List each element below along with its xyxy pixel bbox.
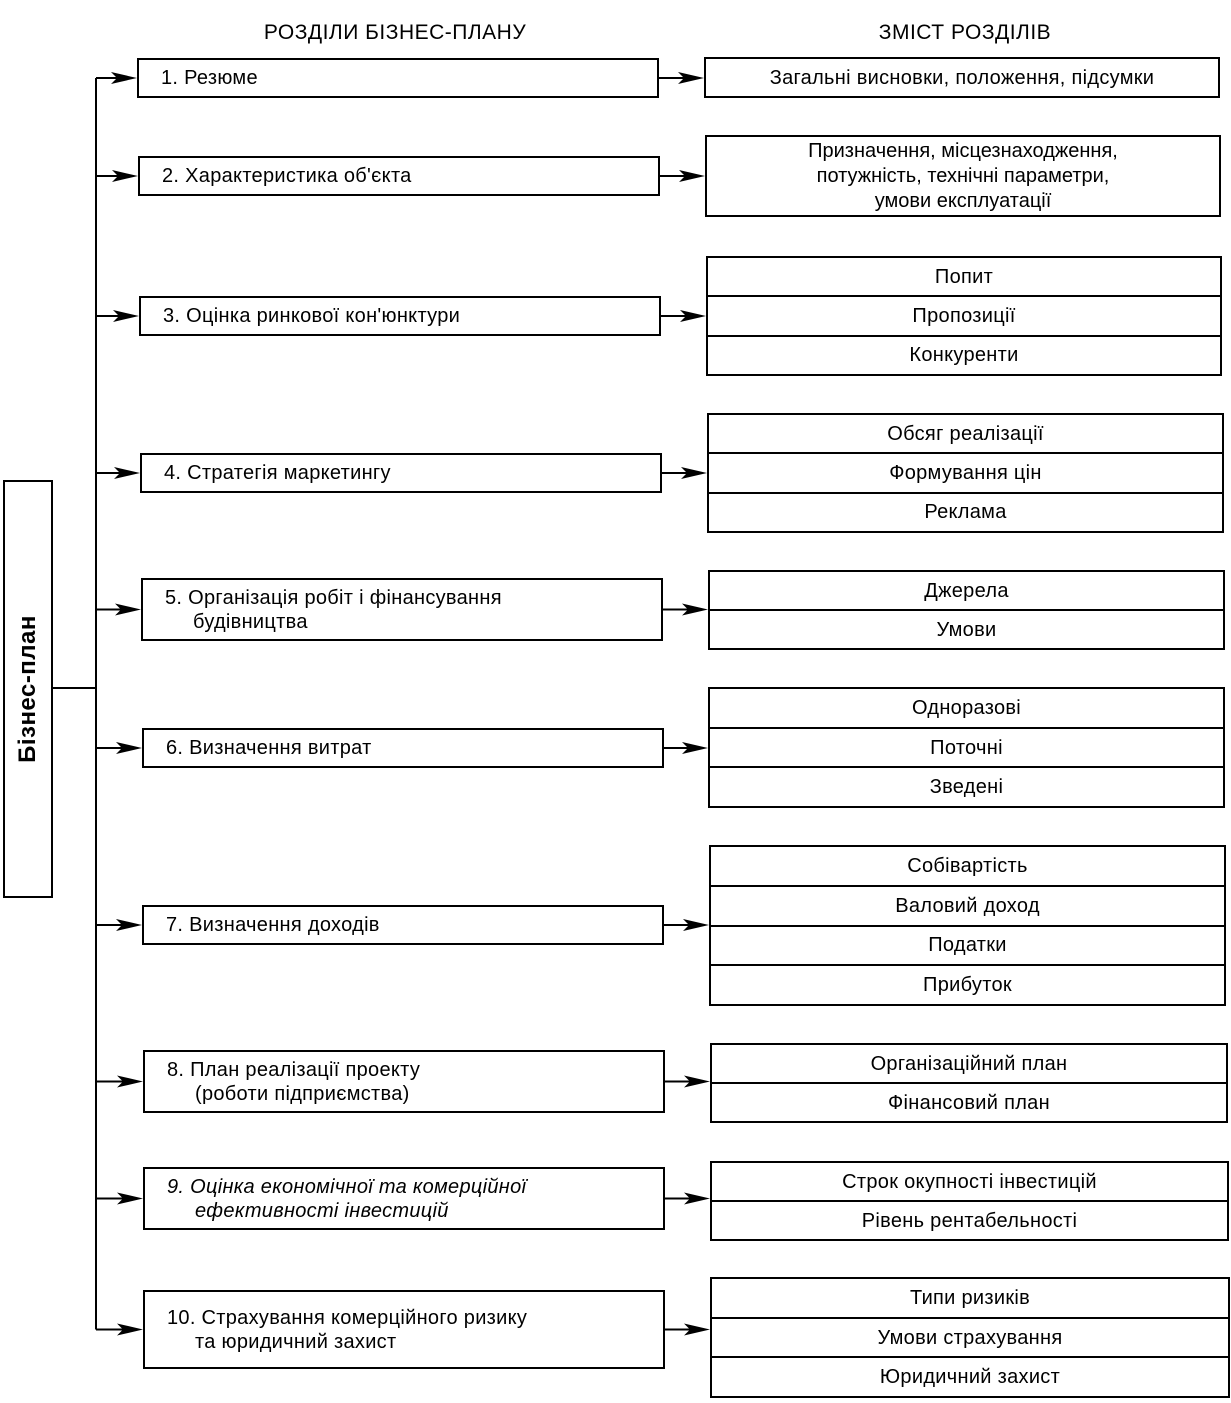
contents-1-item-1: Загальні висновки, положення, підсумки bbox=[769, 66, 1155, 89]
contents-4-item-1: Обсяг реалізації bbox=[887, 422, 1044, 445]
contents-3-item-2: Пропозиції bbox=[708, 295, 1220, 334]
root-box bbox=[3, 480, 53, 898]
section-5-line-1: 5. Організація робіт і фінансування bbox=[165, 586, 502, 609]
contents-box-4 bbox=[707, 413, 1224, 533]
contents-4-item-3: Реклама bbox=[709, 492, 1222, 531]
section-8-line-2: (роботи підприємства) bbox=[195, 1082, 410, 1105]
contents-7-item-1: Собівартість bbox=[907, 854, 1028, 877]
section-10-line-2: та юридичний захист bbox=[195, 1330, 397, 1353]
section-box-8 bbox=[143, 1050, 665, 1113]
section-9-line-1: 9. Оцінка економічної та комерційної bbox=[167, 1175, 527, 1198]
section-box-9 bbox=[143, 1167, 665, 1230]
contents-2-line-3: умови експлуатації bbox=[874, 189, 1052, 212]
contents-5-item-1: Джерела bbox=[924, 579, 1009, 602]
section-box-2 bbox=[138, 156, 660, 196]
section-10-line-1: 10. Страхування комерційного ризику bbox=[167, 1306, 528, 1329]
contents-3-item-3: Конкуренти bbox=[708, 335, 1220, 374]
contents-4-item-2: Формування цін bbox=[709, 452, 1222, 491]
section-box-5 bbox=[141, 578, 663, 641]
contents-9-item-1: Строк окупності інвестицій bbox=[842, 1170, 1097, 1193]
contents-3-item-1: Попит bbox=[934, 265, 994, 288]
section-5-line-2: будівництва bbox=[193, 610, 308, 633]
contents-box-8 bbox=[710, 1043, 1228, 1123]
section-7-line-1: 7. Визначення доходів bbox=[166, 914, 380, 936]
contents-7-item-4: Прибуток bbox=[711, 964, 1224, 1004]
contents-box-9 bbox=[710, 1161, 1229, 1241]
section-box-7 bbox=[142, 905, 664, 945]
contents-box-6 bbox=[708, 687, 1225, 808]
contents-box-2 bbox=[705, 135, 1221, 217]
section-2-line-1: 2. Характеристика об'єкта bbox=[162, 165, 412, 187]
contents-2-line-2: потужність, технічні параметри, bbox=[816, 164, 1110, 187]
section-8-line-1: 8. План реалізації проекту bbox=[167, 1058, 421, 1081]
contents-box-3 bbox=[706, 256, 1222, 376]
sections-header: РОЗДІЛИ БІЗНЕС-ПЛАНУ bbox=[263, 21, 527, 44]
section-9-line-2: ефективності інвестицій bbox=[195, 1199, 449, 1222]
contents-2-line-1: Призначення, місцезнаходження, bbox=[808, 139, 1118, 162]
contents-header: ЗМІСТ РОЗДІЛІВ bbox=[878, 21, 1052, 44]
contents-box-1 bbox=[704, 57, 1220, 98]
section-box-3 bbox=[139, 296, 661, 336]
root-label: Бізнес-план bbox=[14, 615, 41, 763]
contents-10-item-1: Типи ризиків bbox=[909, 1286, 1031, 1309]
contents-5-item-2: Умови bbox=[710, 609, 1223, 648]
contents-6-item-1: Одноразові bbox=[911, 696, 1022, 719]
contents-10-item-3: Юридичний захист bbox=[712, 1356, 1228, 1396]
contents-10-item-2: Умови страхування bbox=[712, 1317, 1228, 1357]
contents-7-item-2: Валовий доход bbox=[711, 885, 1224, 925]
section-4-line-1: 4. Стратегія маркетингу bbox=[164, 462, 391, 484]
contents-8-item-2: Фінансовий план bbox=[712, 1082, 1226, 1121]
contents-9-item-2: Рівень рентабельності bbox=[712, 1200, 1227, 1239]
contents-6-item-3: Зведені bbox=[710, 766, 1223, 806]
section-3-line-1: 3. Оцінка ринкової кон'юнктури bbox=[163, 305, 461, 327]
contents-box-7 bbox=[709, 845, 1226, 1006]
contents-8-item-1: Організаційний план bbox=[870, 1052, 1068, 1075]
contents-box-10 bbox=[710, 1277, 1230, 1398]
section-box-10 bbox=[143, 1290, 665, 1369]
contents-box-5 bbox=[708, 570, 1225, 650]
section-box-6 bbox=[142, 728, 664, 768]
section-box-1 bbox=[137, 58, 659, 98]
contents-7-item-3: Податки bbox=[711, 925, 1224, 965]
section-box-4 bbox=[140, 453, 662, 493]
contents-6-item-2: Поточні bbox=[710, 727, 1223, 767]
section-6-line-1: 6. Визначення витрат bbox=[166, 737, 372, 759]
section-1-line-1: 1. Резюме bbox=[161, 67, 258, 89]
